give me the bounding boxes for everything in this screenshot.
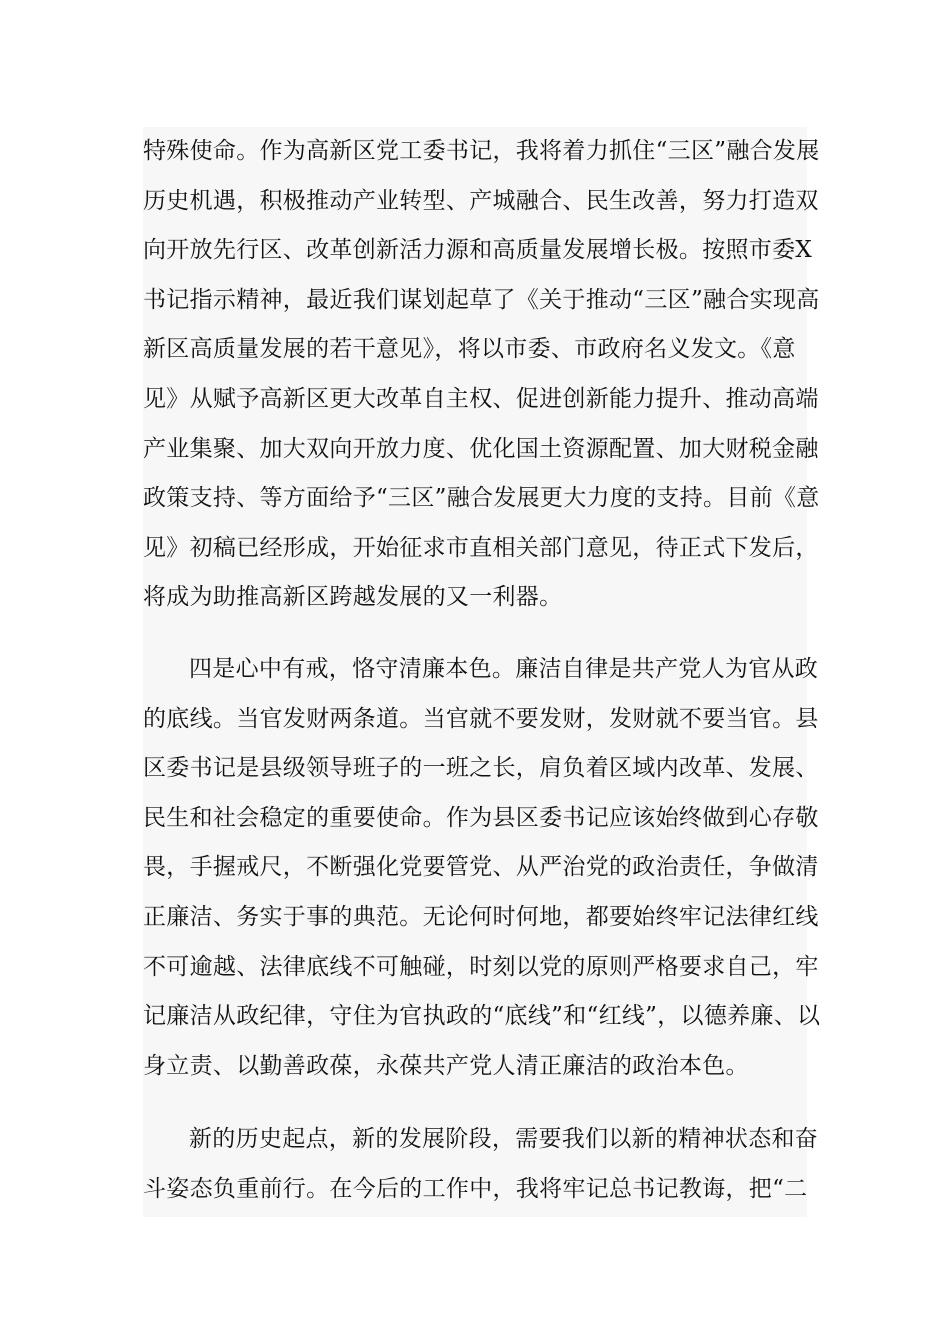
paragraph-integrity: 四是心中有戒，恪守清廉本色。廉洁自律是共产党人为官从政的底线。当官发财两条道。当官就不要发财，发财就不要当官。县区委书记是县级领导班子的一班之长，肩负着区域内改革、发展、民生和社会稳定的重要使命。作为县区委书记应该始终做到心存敬畏，手握戒尺，不断强化党要管党、从严治党的政治责任，争做清正廉洁、务实于事的典范。无论何时何地，都要始终牢记法律红线不可逾越、法律底线不可触碰，时刻以党的原则严格要求自己，牢记廉洁从政纪律，守住为官执政的“底线”和“红线”，以德养廉、以身立责、以勤善政葆，永葆共产党人清正廉洁的政治本色。 [143,656,821,1079]
paragraph-special-mission: 特殊使命。作为高新区党工委书记，我将着力抓住“三区”融合发展历史机遇，积极推动产业转型、产城融合、民生改善，努力打造双向开放先行区、改革创新活力源和高质量发展增长极。按照市委X书记指示精神，最近我们谋划起草了《关于推动“三区”融合实现高新区高质量发展的若干意见》，将以市委、市政府名义发文。《意见》从赋予高新区更大改革自主权、促进创新能力提升、推动高端产业集聚、加大双向开放力度、优化国土资源配置、加大财税金融政策支持、等方面给予“三区”融合发展更大力度的支持。目前《意见》初稿已经形成，开始征求市直相关部门意见，待正式下发后，将成为助推高新区跨越发展的又一利器。 [143,138,820,611]
paragraph-new-starting-point: 新的历史起点，新的发展阶段，需要我们以新的精神状态和奋斗姿态负重前行。在今后的工作中，我将牢记总书记教诲，把“二 [143,1126,819,1202]
